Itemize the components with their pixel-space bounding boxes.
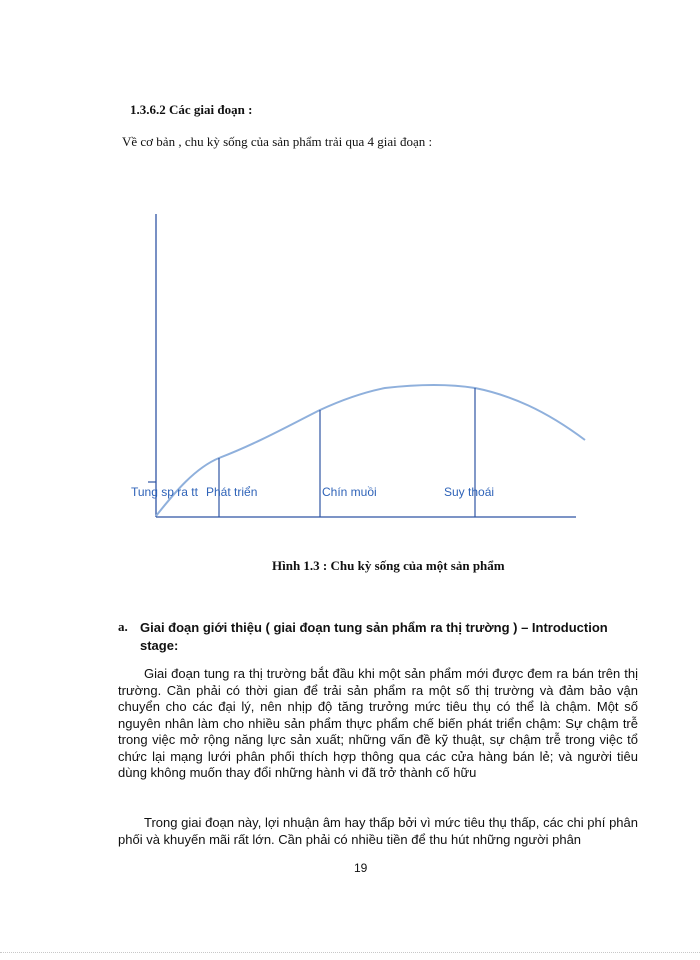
stage-label-maturity: Chín muồi	[322, 485, 377, 499]
stage-label-introduction: Tung sp ra tt	[131, 485, 198, 499]
stage-label-growth: Phát triển	[206, 485, 258, 499]
page-number: 19	[354, 861, 368, 875]
list-item-title: Giai đoạn giới thiệu ( giai đoạn tung sản phẩm ra thị trường ) – Introduction stage:	[140, 620, 608, 653]
page-divider	[0, 952, 700, 953]
stage-label-decline: Suy thoái	[444, 485, 495, 499]
body-paragraph: Trong giai đoạn này, lợi nhuận âm hay thấp bởi vì mức tiêu thụ thấp, các chi phí phân phối và khuyến mãi rất lớn. Cần phải có nhiều tiền để thu hút những người phân	[118, 815, 638, 847]
section-heading: 1.3.6.2 Các giai đoạn :	[130, 102, 253, 117]
list-marker: a.	[118, 619, 128, 634]
body-paragraph: Giai đoạn tung ra thị trường bắt đầu khi một sản phẩm mới được đem ra bán trên thị trường. Cần phải có thời gian để trải sản phẩm ra một số thị trường và đảm bảo vận chuyển cho các đại lý, nên nhịp độ tăng trưởng mức tiêu thụ có thể là chậm. Một số nguyên nhân làm cho nhiều sản phẩm thực phẩm chế biến phát triển chậm: Sự chậm trễ trong việc mở rộng năng lực sản xuất; những vấn đề kỹ thuật, sự chậm trễ trong việc tổ chức lại mạng lưới phân phối thích hợp thông qua các cửa hàng bán lẻ; và người tiêu dùng không muốn thay đổi những hành vi đã trở thành cố hữu	[118, 666, 638, 780]
figure-caption: Hình 1.3 : Chu kỳ sống của một sản phẩm	[272, 558, 505, 573]
intro-text: Về cơ bản , chu kỳ sống của sản phẩm trải qua 4 giai đoạn :	[122, 134, 433, 149]
